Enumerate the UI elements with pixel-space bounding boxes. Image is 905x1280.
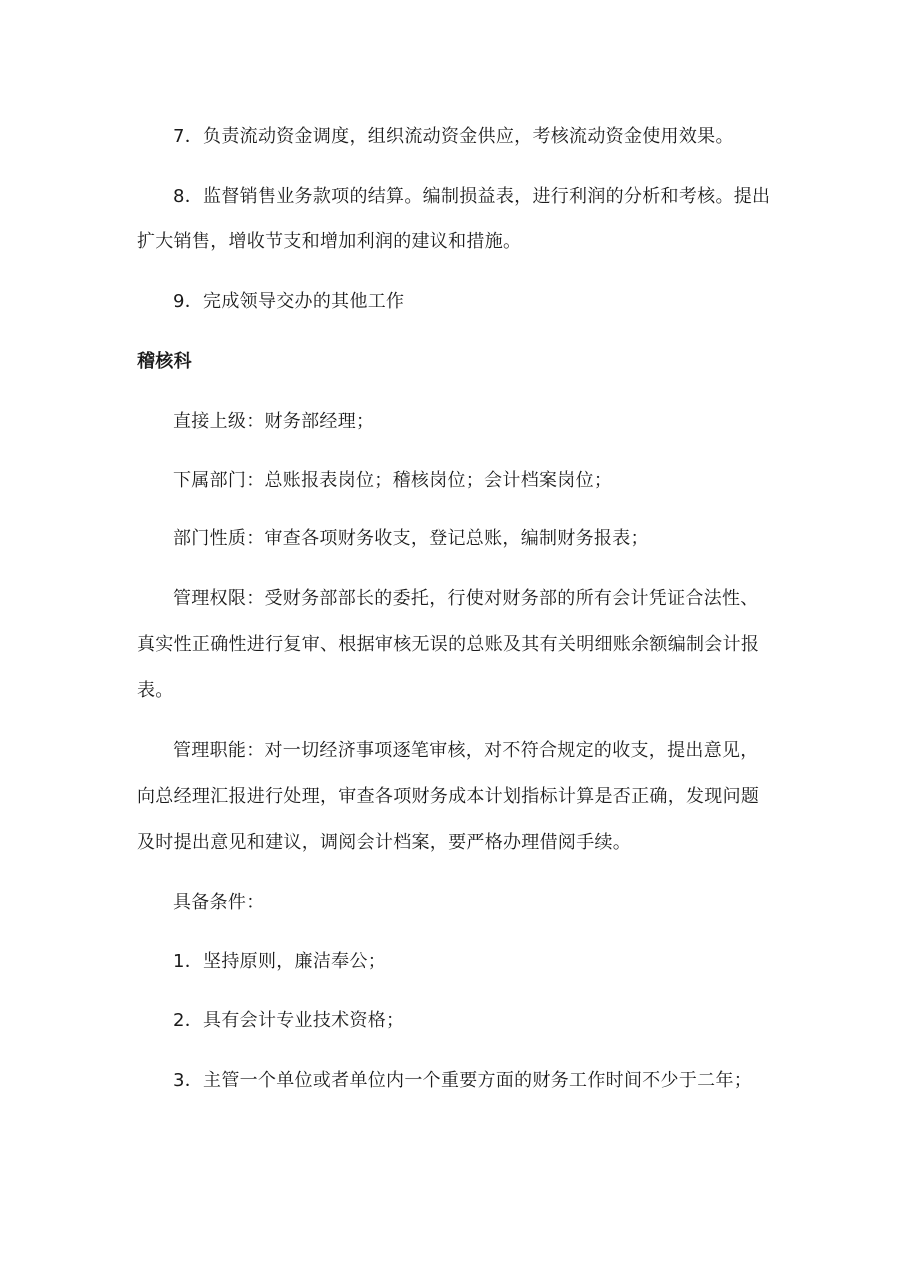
field-direct-superior: 直接上级：财务部经理； xyxy=(173,411,375,432)
requirement-3: 3．主管一个单位或者单位内一个重要方面的财务工作时间不少于二年； xyxy=(173,1070,753,1091)
authority-line-2: 真实性正确性进行复审、根据审核无误的总账及其有关明细账余额编制会计报 xyxy=(137,634,760,655)
requirement-2: 2．具有会计专业技术资格； xyxy=(173,1010,405,1031)
list-item-8-line-1: 8．监督销售业务款项的结算。编制损益表，进行利润的分析和考核。提出 xyxy=(173,186,771,207)
authority-line-3: 表。 xyxy=(137,680,174,701)
list-item-7: 7．负责流动资金调度，组织流动资金供应，考核流动资金使用效果。 xyxy=(173,126,734,147)
functions-line-3: 及时提出意见和建议，调阅会计档案，要严格办理借阅手续。 xyxy=(137,832,632,853)
section-title: 稽核科 xyxy=(137,351,192,372)
list-item-8-line-2: 扩大销售，增收节支和增加利润的建议和措施。 xyxy=(137,231,522,252)
requirements-label: 具备条件： xyxy=(173,892,265,913)
authority-line-1: 管理权限：受财务部部长的委托，行使对财务部的所有会计凭证合法性、 xyxy=(173,588,759,609)
functions-line-2: 向总经理汇报进行处理，审查各项财务成本计划指标计算是否正确，发现问题 xyxy=(137,786,760,807)
functions-line-1: 管理职能：对一切经济事项逐笔审核，对不符合规定的收支，提出意见， xyxy=(173,740,759,761)
field-department-nature: 部门性质：审查各项财务收支，登记总账，编制财务报表； xyxy=(173,528,649,549)
field-subordinate-departments: 下属部门：总账报表岗位；稽核岗位；会计档案岗位； xyxy=(173,470,613,491)
list-item-9: 9．完成领导交办的其他工作 xyxy=(173,291,405,312)
requirement-1: 1．坚持原则，廉洁奉公； xyxy=(173,951,387,972)
